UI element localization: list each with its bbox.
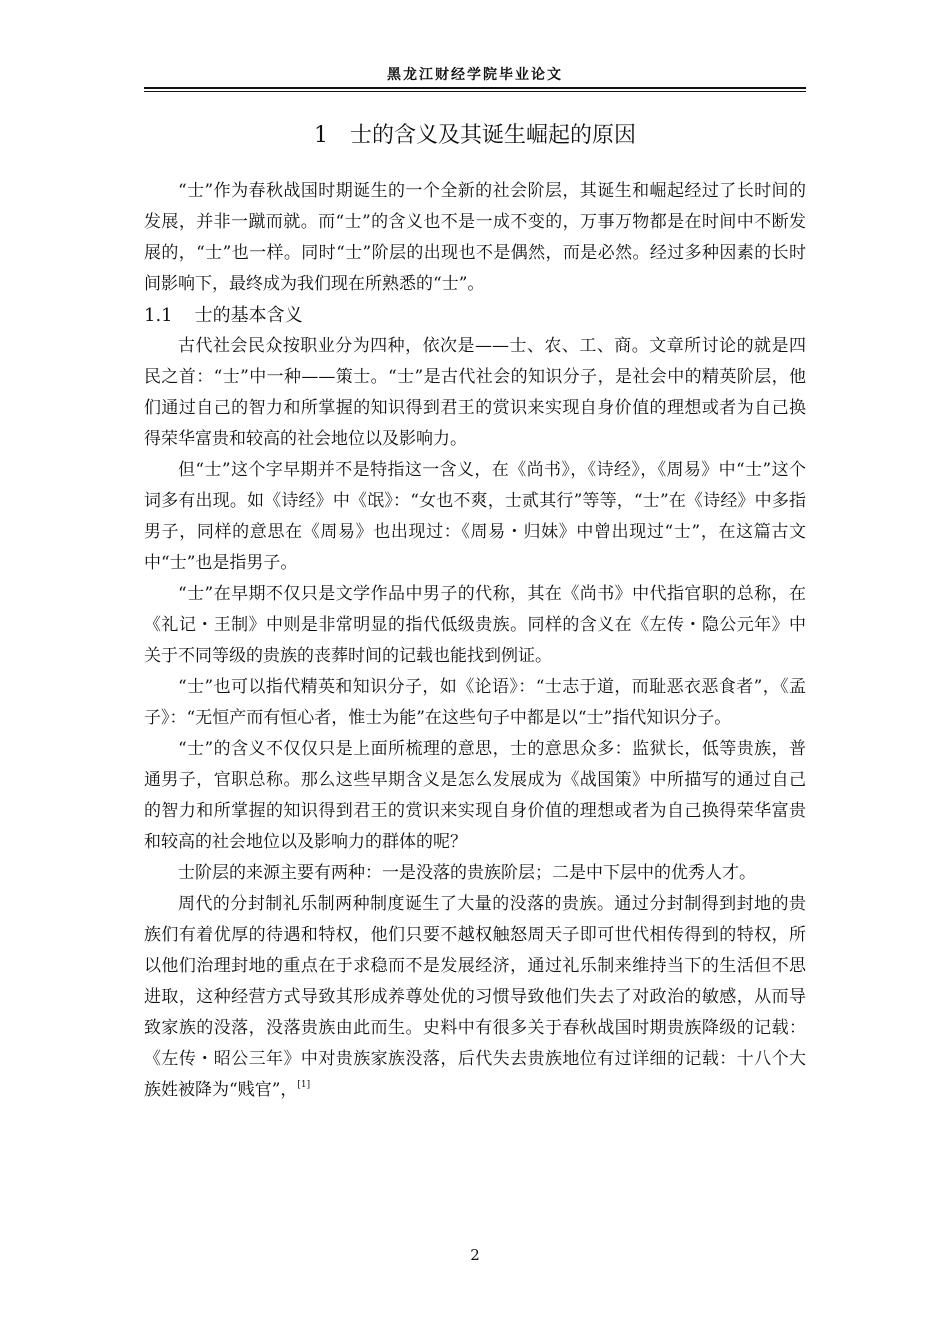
running-header: 黑龙江财经学院毕业论文	[387, 67, 563, 83]
section-title: 士的基本含义	[194, 305, 303, 326]
body-text	[144, 176, 806, 1106]
chapter-title: 士的含义及其诞生崛起的原因	[349, 123, 636, 148]
paragraph: “士”在早期不仅只是文学作品中男子的代称，其在《尚书》中代指官职的总称，在《礼记・王制》中则是非常明显的指代低级贵族。同样的含义在《左传・隐公元年》中关于不同等级的贵族的丧葬时间的记载也能找到例证。	[144, 584, 806, 666]
page-number: 2	[470, 1246, 480, 1264]
paragraph: “士”也可以指代精英和知识分子，如《论语》：“士志于道，而耻恶衣恶食者”，《孟子》：“无恒产而有恒心者，惟士为能”在这些句子中都是以“士”指代知识分子。	[144, 677, 806, 728]
section-heading	[144, 300, 806, 331]
chapter-heading	[144, 118, 806, 149]
paragraph	[144, 889, 806, 1106]
section-number: 1.1	[144, 305, 173, 326]
header-rule-thin	[144, 91, 806, 92]
paragraph: 士阶层的来源主要有两种：一是没落的贵族阶层；二是中下层中的优秀人才。	[178, 863, 756, 883]
chapter-number: 1	[313, 123, 328, 148]
paragraph: 但“士”这个字早期并不是特指这一含义，在《尚书》，《诗经》，《周易》中“士”这个词多有出现。如《诗经》中《氓》：“女也不爽，士贰其行”等等，“士”在《诗经》中多指男子，同样的意思在《周易》也出现过：《周易・归妹》中曾出现过“士”，在这篇古文中“士”也是指男子。	[144, 460, 806, 573]
paragraph: “士”的含义不仅仅只是上面所梳理的意思，士的意思众多：监狱长，低等贵族，普通男子，官职总称。那么这些早期含义是怎么发展成为《战国策》中所描写的通过自己的智力和所掌握的知识得到君王的赏识来实现自身价值的理想或者为自己换得荣华富贵和较高的社会地位以及影响力的群体的呢？	[144, 739, 806, 852]
footnote-reference[interactable]: [1]	[297, 1080, 311, 1090]
paragraph: 古代社会民众按职业分为四种，依次是——士、农、工、商。文章所讨论的就是四民之首：“士”中一种——策士。“士”是古代社会的知识分子，是社会中的精英阶层，他们通过自己的智力和所掌握的知识得到君王的赏识来实现自身价值的理想或者为自己换得荣华富贵和较高的社会地位以及影响力。	[144, 336, 806, 449]
intro-paragraph: “士”作为春秋战国时期诞生的一个全新的社会阶层，其诞生和崛起经过了长时间的发展，并非一蹴而就。而“士”的含义也不是一成不变的，万事万物都是在时间中不断发展的，“士”也一样。同时“士”阶层的出现也不是偶然，而是必然。经过多种因素的长时间影响下，最终成为我们现在所熟悉的“士”。	[144, 181, 806, 294]
paragraph-text: 周代的分封制礼乐制两种制度诞生了大量的没落的贵族。通过分封制得到封地的贵族们有着优厚的待遇和特权，他们只要不越权触怒周天子即可世代相传得到的特权，所以他们治理封地的重点在于求稳而不是发展经济，通过礼乐制来维持当下的生活但不思进取，这种经营方式导致其形成养尊处优的习惯导致他们失去了对政治的敏感，从而导致家族的没落，没落贵族由此而生。史料中有很多关于春秋战国时期贵族降级的记载：《左传・昭公三年》中对贵族家族没落，后代失去贵族地位有过详细的记载：十八个大族姓被降为“贱官”，	[144, 894, 806, 1100]
header-rule-thick	[144, 87, 806, 89]
